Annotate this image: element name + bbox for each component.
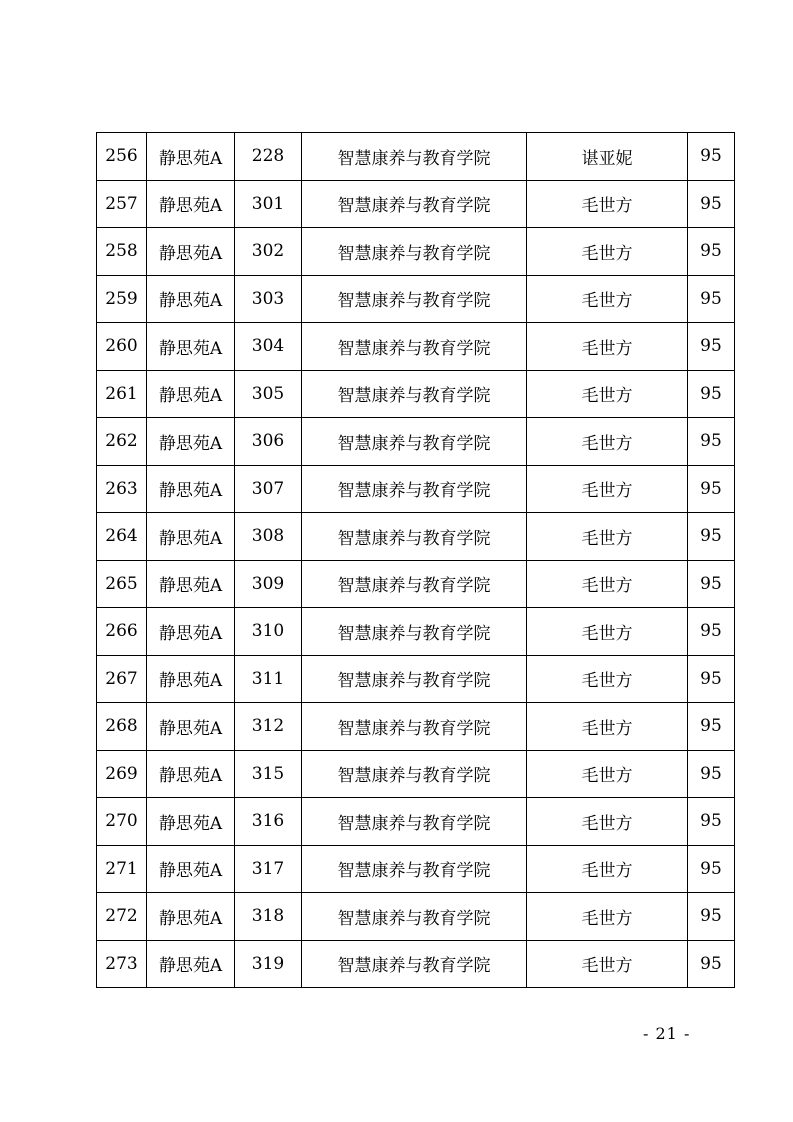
- table-row: [97, 703, 735, 751]
- person-cell: 毛世方: [527, 228, 688, 276]
- person-cell: 毛世方: [527, 465, 688, 513]
- person-cell: 毛世方: [527, 940, 688, 988]
- dormitory-score-table: [96, 132, 735, 988]
- table-row: [97, 798, 735, 846]
- score-cell: 95: [688, 228, 735, 276]
- building-cell: 静思苑A: [147, 370, 235, 418]
- room-cell: 306: [235, 418, 302, 466]
- table-row: [97, 608, 735, 656]
- person-cell: 毛世方: [527, 798, 688, 846]
- building-cell: 静思苑A: [147, 798, 235, 846]
- person-cell: 毛世方: [527, 750, 688, 798]
- table-row: [97, 893, 735, 941]
- score-cell: 95: [688, 845, 735, 893]
- college-cell: 智慧康养与教育学院: [302, 893, 527, 941]
- score-cell: 95: [688, 133, 735, 181]
- table-row: [97, 418, 735, 466]
- room-cell: 316: [235, 798, 302, 846]
- row-number: 268: [97, 703, 147, 751]
- row-number: 270: [97, 798, 147, 846]
- building-cell: 静思苑A: [147, 180, 235, 228]
- college-cell: 智慧康养与教育学院: [302, 798, 527, 846]
- row-number: 273: [97, 940, 147, 988]
- room-cell: 319: [235, 940, 302, 988]
- building-cell: 静思苑A: [147, 418, 235, 466]
- row-number: 266: [97, 608, 147, 656]
- row-number: 258: [97, 228, 147, 276]
- college-cell: 智慧康养与教育学院: [302, 323, 527, 371]
- table-body: [97, 133, 735, 988]
- college-cell: 智慧康养与教育学院: [302, 228, 527, 276]
- table-row: [97, 370, 735, 418]
- score-cell: 95: [688, 513, 735, 561]
- person-cell: 毛世方: [527, 655, 688, 703]
- room-cell: 307: [235, 465, 302, 513]
- building-cell: 静思苑A: [147, 513, 235, 561]
- college-cell: 智慧康养与教育学院: [302, 418, 527, 466]
- room-cell: 311: [235, 655, 302, 703]
- row-number: 262: [97, 418, 147, 466]
- table-row: [97, 750, 735, 798]
- building-cell: 静思苑A: [147, 608, 235, 656]
- row-number: 272: [97, 893, 147, 941]
- college-cell: 智慧康养与教育学院: [302, 940, 527, 988]
- score-cell: 95: [688, 275, 735, 323]
- building-cell: 静思苑A: [147, 465, 235, 513]
- table-row: [97, 275, 735, 323]
- row-number: 271: [97, 845, 147, 893]
- building-cell: 静思苑A: [147, 560, 235, 608]
- score-cell: 95: [688, 465, 735, 513]
- building-cell: 静思苑A: [147, 845, 235, 893]
- person-cell: 毛世方: [527, 323, 688, 371]
- room-cell: 304: [235, 323, 302, 371]
- person-cell: 毛世方: [527, 513, 688, 561]
- score-cell: 95: [688, 940, 735, 988]
- row-number: 267: [97, 655, 147, 703]
- person-cell: 毛世方: [527, 370, 688, 418]
- person-cell: 谌亚妮: [527, 133, 688, 181]
- score-cell: 95: [688, 180, 735, 228]
- college-cell: 智慧康养与教育学院: [302, 608, 527, 656]
- person-cell: 毛世方: [527, 608, 688, 656]
- college-cell: 智慧康养与教育学院: [302, 560, 527, 608]
- room-cell: 318: [235, 893, 302, 941]
- room-cell: 305: [235, 370, 302, 418]
- room-cell: 309: [235, 560, 302, 608]
- table-row: [97, 560, 735, 608]
- table-row: [97, 940, 735, 988]
- room-cell: 301: [235, 180, 302, 228]
- row-number: 260: [97, 323, 147, 371]
- page-number: - 21 -: [643, 1024, 691, 1043]
- score-cell: 95: [688, 418, 735, 466]
- row-number: 264: [97, 513, 147, 561]
- room-cell: 302: [235, 228, 302, 276]
- college-cell: 智慧康养与教育学院: [302, 750, 527, 798]
- building-cell: 静思苑A: [147, 228, 235, 276]
- college-cell: 智慧康养与教育学院: [302, 513, 527, 561]
- row-number: 259: [97, 275, 147, 323]
- college-cell: 智慧康养与教育学院: [302, 370, 527, 418]
- building-cell: 静思苑A: [147, 323, 235, 371]
- score-cell: 95: [688, 798, 735, 846]
- building-cell: 静思苑A: [147, 893, 235, 941]
- room-cell: 308: [235, 513, 302, 561]
- person-cell: 毛世方: [527, 703, 688, 751]
- person-cell: 毛世方: [527, 180, 688, 228]
- room-cell: 310: [235, 608, 302, 656]
- table-row: [97, 323, 735, 371]
- person-cell: 毛世方: [527, 560, 688, 608]
- college-cell: 智慧康养与教育学院: [302, 655, 527, 703]
- score-cell: 95: [688, 655, 735, 703]
- table-row: [97, 228, 735, 276]
- college-cell: 智慧康养与教育学院: [302, 180, 527, 228]
- building-cell: 静思苑A: [147, 750, 235, 798]
- row-number: 257: [97, 180, 147, 228]
- room-cell: 317: [235, 845, 302, 893]
- college-cell: 智慧康养与教育学院: [302, 275, 527, 323]
- college-cell: 智慧康养与教育学院: [302, 845, 527, 893]
- college-cell: 智慧康养与教育学院: [302, 465, 527, 513]
- row-number: 261: [97, 370, 147, 418]
- row-number: 265: [97, 560, 147, 608]
- building-cell: 静思苑A: [147, 133, 235, 181]
- room-cell: 312: [235, 703, 302, 751]
- person-cell: 毛世方: [527, 418, 688, 466]
- building-cell: 静思苑A: [147, 275, 235, 323]
- table-row: [97, 655, 735, 703]
- score-cell: 95: [688, 893, 735, 941]
- score-cell: 95: [688, 370, 735, 418]
- college-cell: 智慧康养与教育学院: [302, 133, 527, 181]
- row-number: 256: [97, 133, 147, 181]
- building-cell: 静思苑A: [147, 940, 235, 988]
- building-cell: 静思苑A: [147, 703, 235, 751]
- table-row: [97, 513, 735, 561]
- score-cell: 95: [688, 323, 735, 371]
- score-cell: 95: [688, 703, 735, 751]
- table-row: [97, 465, 735, 513]
- table-row: [97, 180, 735, 228]
- person-cell: 毛世方: [527, 845, 688, 893]
- college-cell: 智慧康养与教育学院: [302, 703, 527, 751]
- room-cell: 315: [235, 750, 302, 798]
- score-cell: 95: [688, 750, 735, 798]
- person-cell: 毛世方: [527, 893, 688, 941]
- row-number: 269: [97, 750, 147, 798]
- building-cell: 静思苑A: [147, 655, 235, 703]
- person-cell: 毛世方: [527, 275, 688, 323]
- table-row: [97, 845, 735, 893]
- score-cell: 95: [688, 608, 735, 656]
- room-cell: 228: [235, 133, 302, 181]
- room-cell: 303: [235, 275, 302, 323]
- row-number: 263: [97, 465, 147, 513]
- score-cell: 95: [688, 560, 735, 608]
- table-row: [97, 133, 735, 181]
